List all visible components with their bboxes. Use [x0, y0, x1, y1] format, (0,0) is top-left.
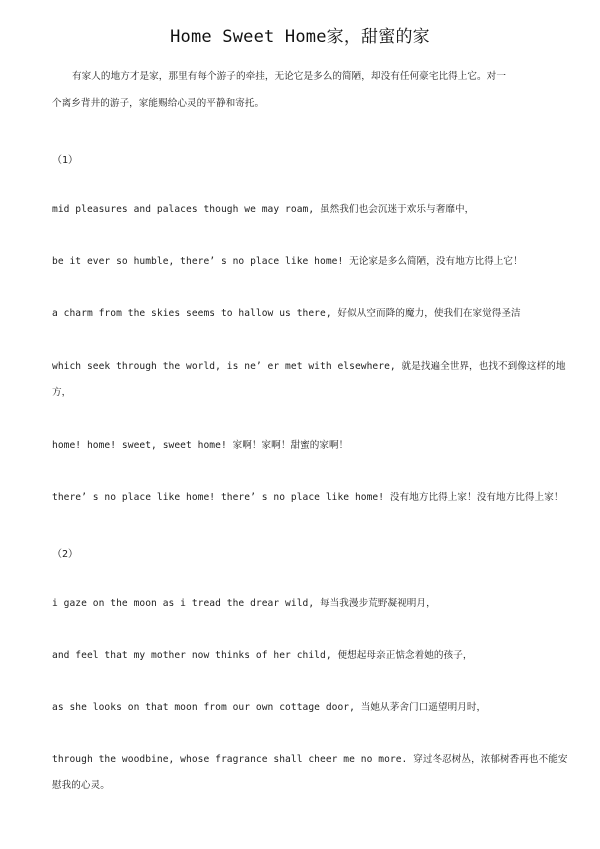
- section-1-line-6: there’ s no place like home! there’ s no place like home! 没有地方比得上家！没有地方比得上家！: [52, 492, 564, 503]
- section-2-line-4-cont: 慰我的心灵。: [52, 780, 110, 791]
- section-1-line-1: mid pleasures and palaces though we may roam, 虽然我们也会沉迷于欢乐与奢靡中，: [52, 204, 475, 215]
- section-1-line-4-cont: 方，: [52, 387, 72, 398]
- section-2-label: （2）: [52, 549, 79, 560]
- intro-line-1: 有家人的地方才是家，那里有每个游子的牵挂，无论它是多么的简陋，却没有任何豪宅比得上它。对一: [72, 71, 506, 82]
- section-2-line-3: as she looks on that moon from our own cottage door, 当她从茅舍门口遥望明月时，: [52, 702, 487, 713]
- section-1-label: （1）: [52, 155, 79, 166]
- intro-line-2: 个离乡背井的游子，家能赐给心灵的平静和寄托。: [52, 98, 265, 109]
- section-1-line-2: be it ever so humble, there’ s no place like home! 无论家是多么简陋，没有地方比得上它！: [52, 256, 523, 267]
- section-2-line-2: and feel that my mother now thinks of her child, 便想起母亲正惦念着她的孩子，: [52, 650, 473, 661]
- page-title: Home Sweet Home家，甜蜜的家: [170, 27, 430, 47]
- section-1-line-3: a charm from the skies seems to hallow us there, 好似从空而降的魔力，使我们在家觉得圣洁: [52, 308, 521, 319]
- section-1-line-4: which seek through the world, is ne’ er met with elsewhere, 就是找遍全世界，也找不到像这样的地: [52, 361, 566, 372]
- section-2-line-1: i gaze on the moon as i tread the drear wild, 每当我漫步荒野凝视明月，: [52, 598, 436, 609]
- section-2-line-4: through the woodbine, whose fragrance shall cheer me no more. 穿过冬忍树丛，浓郁树香再也不能安: [52, 754, 568, 765]
- section-1-line-5: home! home! sweet, sweet home! 家啊！家啊！甜蜜的家啊！: [52, 440, 349, 451]
